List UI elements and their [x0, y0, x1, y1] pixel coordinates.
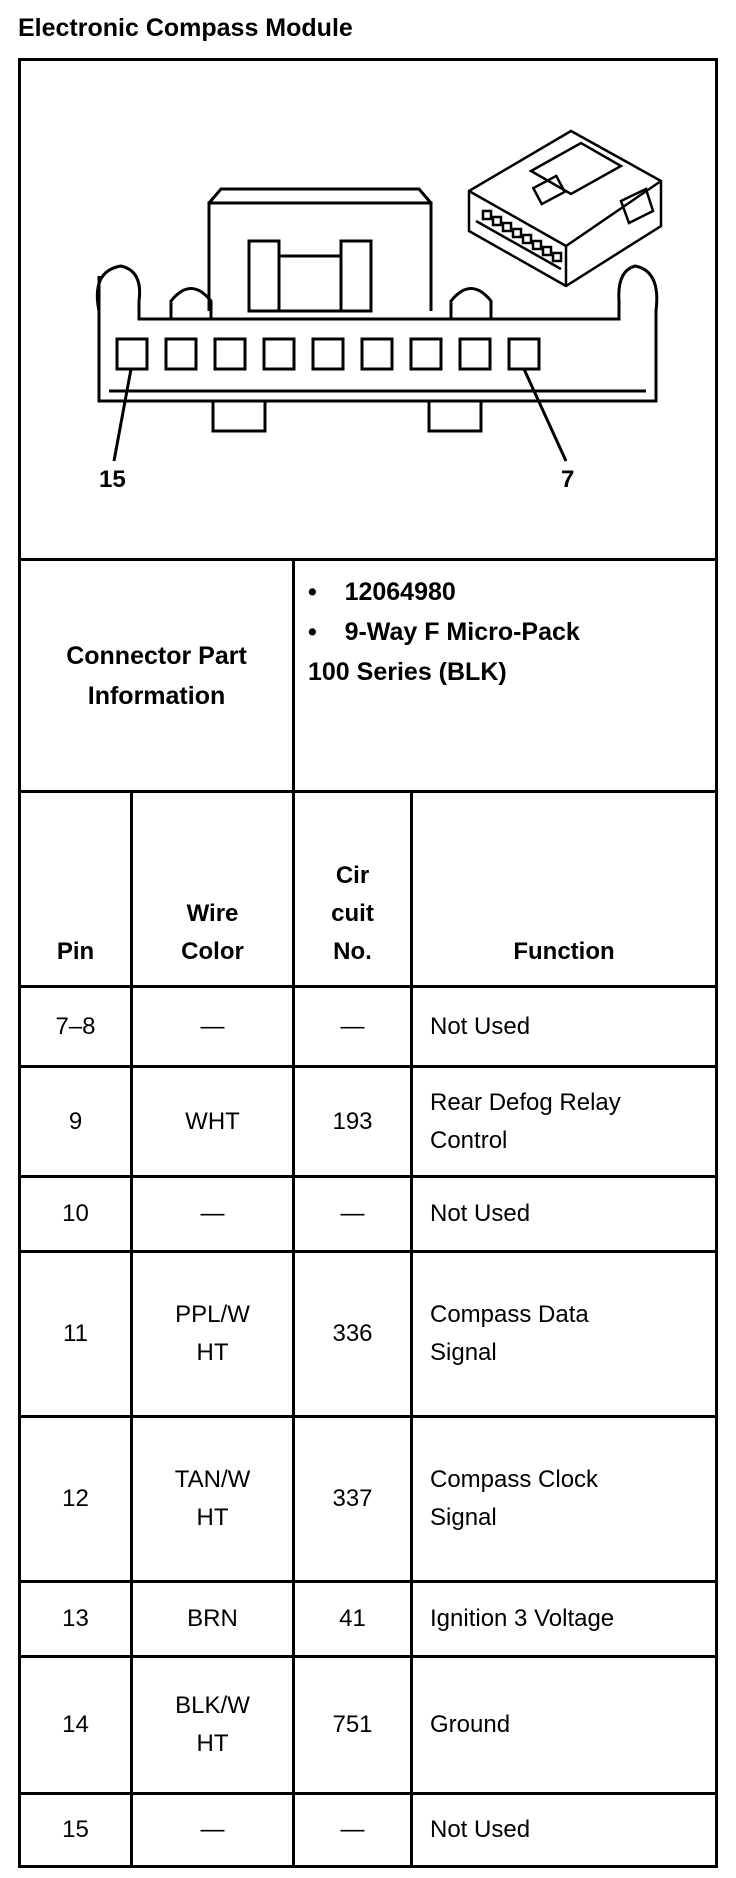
connector-description-line2: 100 Series (BLK): [308, 658, 507, 686]
part-number-item: [308, 572, 580, 612]
page-title: Electronic Compass Module: [18, 14, 353, 42]
bullet: •: [308, 578, 317, 606]
function-cell: [430, 1583, 715, 1655]
wire-color-line1: TAN/W: [174, 1466, 251, 1493]
circuit-cell: —: [340, 1200, 365, 1227]
header-function: [413, 793, 715, 985]
connector-isometric-view: [469, 131, 661, 286]
header-wire-color: [133, 793, 292, 985]
function-line1: Not Used: [430, 1816, 531, 1843]
function-cell: [430, 1253, 715, 1415]
circuit-cell: 41: [339, 1605, 366, 1632]
circuit-cell: 193: [332, 1107, 373, 1135]
function-cell: [430, 1068, 715, 1175]
circuit-cell: —: [340, 1816, 365, 1843]
pin-cell: 9: [68, 1107, 83, 1135]
wire-color-cell: [133, 1583, 292, 1655]
header-circuit-line2: cuit: [331, 900, 374, 927]
function-cell: [430, 1795, 715, 1865]
header-circuit-line1: Cir: [335, 862, 370, 889]
connector-description-line1: 9-Way F Micro-Pack: [344, 618, 580, 646]
connector-part-label: [21, 561, 292, 790]
connector-part-info: [308, 572, 580, 692]
pin-cell: 15: [62, 1816, 89, 1843]
header-function-text: Function: [513, 938, 615, 965]
header-wire-color-line1: Wire: [186, 900, 239, 927]
pin-label-7: 7: [561, 466, 575, 493]
function-line1: Compass Data: [430, 1301, 589, 1328]
function-line2: Control: [430, 1126, 508, 1154]
header-circuit-no: [295, 793, 410, 985]
wire-color-cell: [133, 1795, 292, 1865]
function-line1: Not Used: [430, 1012, 531, 1040]
header-wire-color-line2: Color: [181, 938, 244, 965]
wire-color-cell: [133, 988, 292, 1065]
wire-color-line1: PPL/W: [175, 1301, 250, 1328]
wire-color-line1: —: [200, 1816, 225, 1843]
function-line2: Signal: [430, 1504, 497, 1531]
connector-face-drawing: [97, 189, 656, 431]
pin-7-leader: [524, 369, 566, 461]
wire-color-cell: [133, 1178, 292, 1250]
part-number: 12064980: [344, 578, 456, 606]
connector-part-label-line1: Connector Part: [66, 641, 247, 670]
wire-color-line1: BLK/W: [175, 1692, 250, 1719]
connector-part-label-line2: Information: [87, 681, 226, 710]
pin-label-15: 15: [99, 466, 126, 493]
circuit-cell: 337: [332, 1485, 373, 1512]
wire-color-line1: —: [200, 1012, 225, 1040]
wire-color-line1: —: [200, 1200, 225, 1227]
pin-cell: 12: [62, 1485, 89, 1512]
pin-cell: 13: [62, 1605, 89, 1632]
function-cell: [430, 988, 715, 1065]
function-line2: Signal: [430, 1339, 497, 1366]
pin-cell: 11: [63, 1320, 88, 1347]
wire-color-line1: BRN: [187, 1605, 238, 1632]
wire-color-line2: HT: [196, 1504, 229, 1531]
header-pin-text: Pin: [56, 938, 95, 965]
function-line1: Compass Clock: [430, 1466, 599, 1493]
header-pin: [21, 793, 130, 985]
function-line1: Ground: [430, 1711, 511, 1738]
function-cell: [430, 1658, 715, 1792]
wire-color-line1: WHT: [185, 1107, 240, 1135]
circuit-cell: 751: [332, 1711, 373, 1738]
description-item: [308, 612, 580, 652]
wire-color-line2: HT: [196, 1339, 229, 1366]
circuit-cell: 336: [332, 1320, 373, 1347]
bullet: •: [308, 618, 317, 646]
wire-color-cell: [133, 1253, 292, 1415]
wire-color-cell: [133, 1658, 292, 1792]
wire-color-cell: [133, 1068, 292, 1175]
pin-cavities: [117, 339, 539, 369]
function-line1: Ignition 3 Voltage: [430, 1605, 615, 1632]
header-circuit-line3: No.: [333, 938, 372, 965]
function-cell: [430, 1418, 715, 1580]
pin-15-leader: [114, 369, 131, 461]
wire-color-line2: HT: [196, 1730, 229, 1757]
pin-cell: 14: [62, 1711, 89, 1738]
pin-cell: 10: [62, 1200, 89, 1227]
circuit-cell: —: [340, 1012, 365, 1040]
function-line1: Rear Defog Relay: [430, 1088, 621, 1116]
function-cell: [430, 1178, 715, 1250]
function-line1: Not Used: [430, 1200, 531, 1227]
connector-diagram: [21, 61, 715, 560]
pin-cell: 7–8: [55, 1012, 96, 1040]
wire-color-cell: [133, 1418, 292, 1580]
